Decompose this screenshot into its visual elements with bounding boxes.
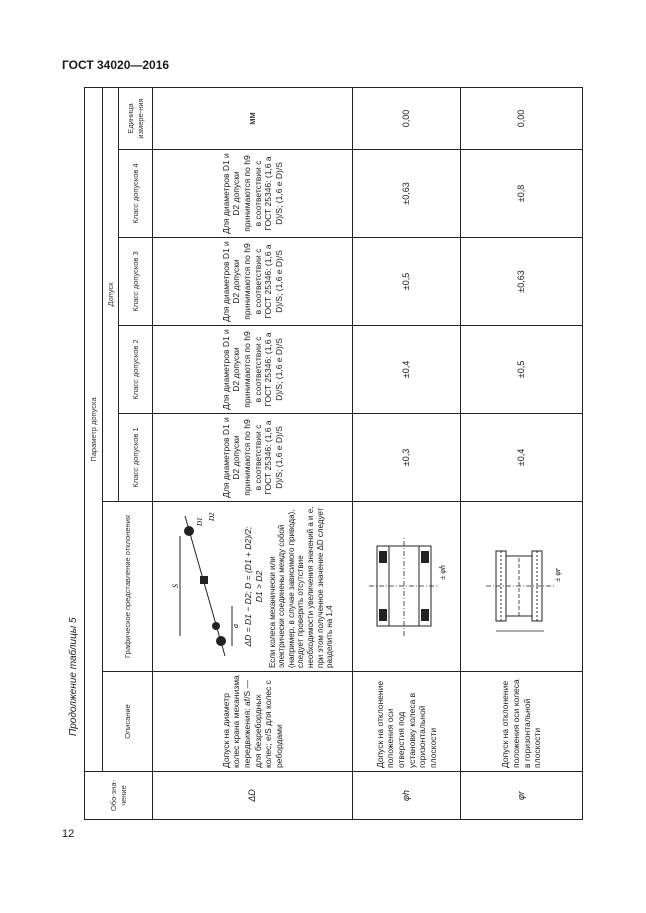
class-3-value: ±0,63 [461,238,583,326]
phi-r-label: ± φr [552,568,562,583]
axis-hole-figure [353,502,461,672]
row-note: Если колеса механически или электрически соединены между собой (например, в случае зависимого привода), следует проверить отсутствие необходимости увеличения значений а и е, при этом полученное значение ΔD следует разделить на 1,4 [267,506,335,668]
table-row [153,87,353,819]
standard-code: ГОСТ 34020—2016 [62,58,170,72]
dim-d2-label: D2 [208,512,217,522]
dim-d1-label: D1 [196,517,205,527]
row-symbol: ΔD [153,772,353,820]
class-1-text: Для диаметров D1 и D2 допуски принимаются по h9 в соответствии с ГОСТ 25346: (1,6 а D)/S; (1,6 е D)/S [153,414,353,502]
axis-hole-drawing [367,527,447,647]
class-3-value: ±0,5 [353,238,461,326]
tolerance-table [84,87,583,820]
row-description: Допуск на отклонение положения оси отверстия под установку колеса в горизонтальной плоскости [353,672,461,772]
table-caption: Продолжение таблицы 5 [68,617,79,736]
class-4-value: ±0,63 [353,150,461,238]
header-graphic: Графическое представление отклонения [103,502,153,672]
header-description: Описание [103,672,153,772]
header-class-4: Класс допусков 4 [119,150,153,238]
rotated-table-container [84,88,582,820]
header-symbol: Обо-зна-чение [85,772,153,820]
row-description: Допуск на диаметр колес крана механизма передвижения: аf/S — для безребордных колес; e/S для колес с ребордами [153,672,353,772]
class-4-value: ±0,8 [461,150,583,238]
header-class-2: Класс допусков 2 [119,326,153,414]
row-unit: мм [153,87,353,149]
page-number: 12 [62,828,75,840]
row-symbol: φh [353,772,461,820]
header-tolerance: Допуск [103,87,119,501]
wheel-diameter-drawing [170,507,240,667]
header-class-1: Класс допусков 1 [119,414,153,502]
class-1-value: ±0,4 [461,414,583,502]
dim-s-label: S [171,584,181,589]
formula-main: ΔD = D1 − D2; D = (D1 + D2)/2; [243,526,254,647]
phi-h-label: ± φh [437,565,447,581]
wheel-axis-figure [461,502,583,672]
header-unit: Единица измере-ния [119,87,153,149]
class-4-text: Для диаметров D1 и D2 допуски принимаются по h9 в соответствии с ГОСТ 25346: (1,6 а D)/S; (1,6 е D)/S [153,150,353,238]
header-parameter: Параметр допуска [85,87,103,771]
class-2-value: ±0,5 [461,326,583,414]
wheel-axis-drawing [482,527,562,647]
table-row [353,87,461,819]
wheel-diameter-figure [153,502,353,672]
header-class-3: Класс допусков 3 [119,238,153,326]
row-symbol: φr [461,772,583,820]
row-unit: 0,00 [353,87,461,149]
class-2-value: ±0,4 [353,326,461,414]
row-description: Допуск на отклонение положения оси колеса в горизонтальной плоскости [461,672,583,772]
row-unit: 0,00 [461,87,583,149]
class-2-text: Для диаметров D1 и D2 допуски принимаются по h9 в соответствии с ГОСТ 25346: (1,6 а D)/S; (1,6 е D)/S [153,326,353,414]
dim-a-label: a [231,624,241,629]
formula-condition: D1 > D2 [253,570,264,603]
class-1-value: ±0,3 [353,414,461,502]
class-3-text: Для диаметров D1 и D2 допуски принимаются по h9 в соответствии с ГОСТ 25346: (1,6 а D)/S; (1,6 е D)/S [153,238,353,326]
table-row [461,87,583,819]
